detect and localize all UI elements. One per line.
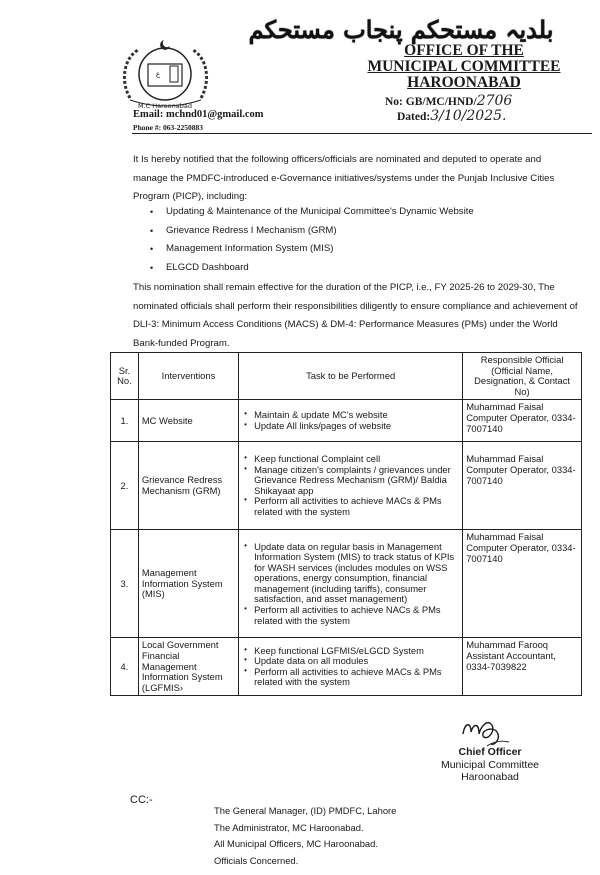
date-label: Dated: — [397, 111, 431, 123]
logo-caption: M.C Haroonabad — [138, 102, 192, 110]
reference-value: 2706 — [476, 93, 513, 109]
handwritten-signature — [457, 716, 517, 748]
task-item: • Perform all activities to achieve MACs & PMs related with the system — [242, 496, 459, 517]
task-item: • Update data on all modules — [242, 656, 459, 667]
cell-sr: 3. — [111, 530, 139, 638]
table-row — [111, 400, 582, 442]
cell-sr: 2. — [111, 442, 139, 530]
reference-number — [385, 93, 512, 109]
signatory-line3: Haroonabad — [461, 771, 519, 783]
initiatives-list — [150, 203, 570, 277]
cell-official: Muhammad Faisal Computer Operator, 0334-7007140 — [463, 530, 582, 638]
task-item: • Perform all activities to achieve MACs & PMs related with the system — [242, 667, 459, 688]
cell-official: Muhammad Faisal Computer Operator, 0334-7007140 — [463, 442, 582, 530]
nomination-paragraph: This nomination shall remain effective for the duration of the PICP, i.e., FY 2025-26 to 2029-30, The nominated officials shall perform their responsibilities diligently to ensure compliance and achievement of DLI-3: Minimum Access Conditions (MACS) & DM-4: Performance Measures (PMs) under the World Bank-funded Program. — [133, 282, 578, 349]
svg-text:ع: ع — [155, 70, 161, 78]
list-item: • Updating & Maintenance of the Municipal Committee's Dynamic Website — [150, 203, 570, 222]
signature-block — [430, 746, 550, 784]
header-interventions: Interventions — [138, 353, 238, 400]
signatory-line2: Municipal Committee — [440, 758, 540, 771]
cell-tasks — [239, 400, 463, 442]
office-title-line2: MUNICIPAL COMMITTEE — [367, 58, 561, 75]
list-item: Officials Concerned. — [214, 854, 299, 866]
task-item: • Keep functional LGFMIS/eLGCD System — [242, 646, 459, 657]
task-item: • Update data on regular basis in Management Information System (MIS) to track status of KPIs for WASH services (includes modules on WSS operations, energy consumption, financial management (including tariffs), consumer satisfaction, and asset management) — [242, 542, 459, 606]
phone-number: Phone #: 063-2250883 — [133, 123, 203, 132]
table-row — [111, 442, 582, 530]
date-value: 3/10/2025. — [430, 108, 507, 124]
email-address: Email: mchnd01@gmail.com — [133, 109, 264, 120]
office-title-line3: HAROONABAD — [407, 74, 521, 91]
cc-recipients — [214, 803, 396, 869]
header-official: Responsible Official (Official Name, Designation, & Contact No) — [463, 353, 582, 400]
list-item: All Municipal Officers, MC Haroonabad. — [214, 838, 378, 849]
table-row — [111, 638, 582, 696]
list-item: • Grievance Redress I Mechanism (GRM) — [150, 222, 570, 241]
task-item: • Perform all activities to achieve NACs & PMs related with the system — [242, 605, 459, 626]
list-item: The General Manager, (ID) PMDFC, Lahore — [214, 805, 397, 816]
cell-official: Muhammad Faisal Computer Operator, 0334-7007140 — [463, 400, 582, 442]
cell-tasks — [239, 442, 463, 530]
cell-sr: 1. — [111, 400, 139, 442]
office-title — [340, 43, 588, 91]
cell-sr: 4. — [111, 638, 139, 696]
urdu-slogan-text: بلدیہ مستحکم پنجاب مستحکم — [248, 15, 554, 44]
task-item: • Keep functional Complaint cell — [242, 454, 459, 465]
table-row — [111, 530, 582, 638]
cell-intervention: MC Website — [138, 400, 238, 442]
cell-tasks — [239, 530, 463, 638]
cell-intervention: Local Government Financial Management Information System (LGFMIS› — [138, 638, 238, 696]
duties-table — [110, 352, 582, 696]
intro-paragraph: It Is hereby notified that the following officers/officials are nominated and deputed to operate and manage the PMDFC-introduced e-Governance initiatives/systems under the Punjab Inclusive Cities Program (PICP), including: — [133, 154, 555, 203]
urdu-slogan-banner — [205, 13, 597, 47]
signatory-title: Chief Officer — [458, 746, 522, 758]
municipal-committee-logo — [118, 36, 213, 116]
task-item: • Update All links/pages of website — [242, 421, 459, 432]
header-divider — [132, 133, 592, 134]
task-item: • Manage citizen's complaints / grievances under Grievance Redress Mechanism (GRM)/ Baldia Shikayaat app — [242, 465, 459, 497]
reference-label: No: GB/MC/HND/ — [385, 96, 477, 108]
list-item: • Management Information System (MIS) — [150, 240, 570, 259]
task-item: • Maintain & update MC's website — [242, 410, 459, 421]
header-task: Task to be Performed — [239, 353, 463, 400]
header-sr: Sr. No. — [111, 353, 139, 400]
cc-label: CC:- — [130, 794, 153, 806]
cell-official: Muhammad Farooq Assistant Accountant, 0334-7039822 — [463, 638, 582, 696]
cell-intervention: Grievance Redress Mechanism (GRM) — [138, 442, 238, 530]
table-header-row — [111, 353, 582, 400]
list-item: • ELGCD Dashboard — [150, 259, 570, 278]
office-title-line1: OFFICE OF THE — [404, 42, 524, 59]
cell-tasks — [239, 638, 463, 696]
issue-date — [397, 108, 506, 124]
list-item: The Administrator, MC Haroonabad. — [214, 821, 364, 833]
cell-intervention: Management Information System (MIS) — [138, 530, 238, 638]
